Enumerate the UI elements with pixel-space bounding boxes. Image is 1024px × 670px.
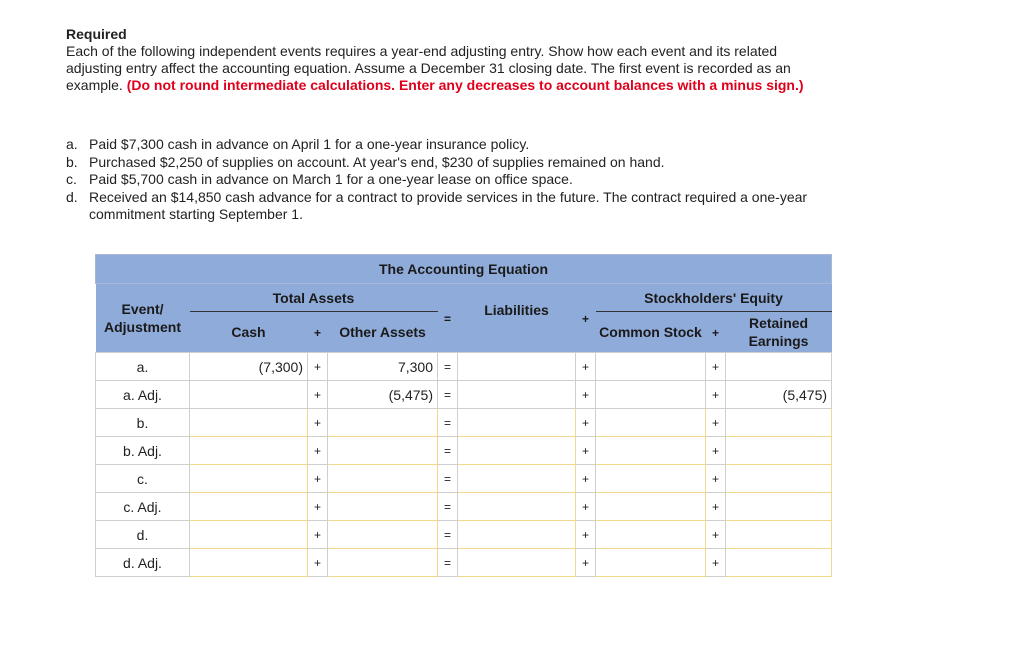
table-row: [96, 549, 832, 577]
retained-earnings-cell[interactable]: [726, 493, 832, 521]
liabilities-cell[interactable]: [458, 409, 576, 437]
event-text: Received an $14,850 cash advance for a contract to provide services in the future. The contract required a one-year commitment starting September 1.: [89, 188, 808, 222]
retained-earnings-cell: (5,475): [726, 381, 832, 409]
equals-sign: =: [438, 353, 458, 381]
event-label: d.: [96, 521, 190, 549]
plus-sign: +: [308, 353, 328, 381]
other-assets-cell[interactable]: [328, 437, 438, 465]
table-row: [96, 493, 832, 521]
liabilities-cell: [458, 381, 576, 409]
table-title: The Accounting Equation: [96, 255, 832, 284]
common-stock-cell: [596, 381, 706, 409]
common-stock-cell[interactable]: [596, 437, 706, 465]
event-list: [66, 136, 826, 224]
plus-sign: +: [576, 549, 596, 577]
plus-sign: +: [706, 409, 726, 437]
event-label: b. Adj.: [96, 437, 190, 465]
header-other-assets: Other Assets: [328, 312, 438, 353]
required-heading: Required: [66, 26, 127, 42]
common-stock-cell[interactable]: [596, 465, 706, 493]
table-row: [96, 353, 832, 381]
event-label: c. Adj.: [96, 493, 190, 521]
equals-sign: =: [438, 549, 458, 577]
table-row: [96, 409, 832, 437]
header-retained-earnings: Retained Earnings: [726, 312, 832, 353]
equals-sign: =: [438, 409, 458, 437]
equals-sign: =: [438, 493, 458, 521]
cash-cell[interactable]: [190, 465, 308, 493]
plus-sign: +: [706, 549, 726, 577]
plus-sign: +: [706, 465, 726, 493]
event-letter: d.: [66, 188, 78, 205]
plus-sign: +: [706, 353, 726, 381]
other-assets-cell[interactable]: [328, 493, 438, 521]
event-item: [66, 136, 826, 154]
plus-sign: +: [308, 493, 328, 521]
header-cash: Cash: [190, 312, 308, 353]
plus-sign: +: [706, 493, 726, 521]
other-assets-cell: 7,300: [328, 353, 438, 381]
common-stock-cell[interactable]: [596, 521, 706, 549]
table-row: [96, 381, 832, 409]
header-plus: +: [308, 312, 328, 353]
plus-sign: +: [576, 521, 596, 549]
event-text: Paid $5,700 cash in advance on March 1 for a one-year lease on office space.: [89, 171, 573, 187]
plus-sign: +: [706, 437, 726, 465]
common-stock-cell[interactable]: [596, 409, 706, 437]
plus-sign: +: [576, 409, 596, 437]
cash-cell: (7,300): [190, 353, 308, 381]
event-letter: b.: [66, 153, 78, 170]
event-letter: a.: [66, 136, 78, 152]
plus-sign: +: [576, 381, 596, 409]
retained-earnings-cell[interactable]: [726, 521, 832, 549]
header-plus: +: [576, 284, 596, 353]
common-stock-cell[interactable]: [596, 493, 706, 521]
plus-sign: +: [308, 381, 328, 409]
header-liabilities: Liabilities: [458, 284, 576, 353]
common-stock-cell: [596, 353, 706, 381]
event-label: b.: [96, 409, 190, 437]
cash-cell: [190, 381, 308, 409]
retained-earnings-cell[interactable]: [726, 437, 832, 465]
other-assets-cell[interactable]: [328, 521, 438, 549]
header-stockholders-equity: Stockholders' Equity: [596, 284, 832, 312]
event-text: Purchased $2,250 of supplies on account. At year's end, $230 of supplies remained on hand.: [89, 153, 665, 170]
cash-cell[interactable]: [190, 437, 308, 465]
plus-sign: +: [576, 493, 596, 521]
event-letter: c.: [66, 171, 77, 187]
other-assets-cell[interactable]: [328, 549, 438, 577]
event-item: [66, 189, 826, 224]
cash-cell[interactable]: [190, 521, 308, 549]
event-text: Paid $7,300 cash in advance on April 1 for a one-year insurance policy.: [89, 136, 530, 152]
cash-cell[interactable]: [190, 493, 308, 521]
liabilities-cell[interactable]: [458, 465, 576, 493]
table-row: [96, 521, 832, 549]
other-assets-cell: (5,475): [328, 381, 438, 409]
cash-cell[interactable]: [190, 549, 308, 577]
table-row: [96, 465, 832, 493]
retained-earnings-cell[interactable]: [726, 465, 832, 493]
event-label: a.: [96, 353, 190, 381]
header-common-stock: Common Stock: [596, 312, 706, 353]
header-event-adjustment: Event/ Adjustment: [96, 284, 190, 353]
instructions: [66, 26, 826, 94]
event-label: d. Adj.: [96, 549, 190, 577]
event-item: [66, 171, 826, 189]
event-label: c.: [96, 465, 190, 493]
header-total-assets: Total Assets: [190, 284, 438, 312]
liabilities-cell[interactable]: [458, 493, 576, 521]
liabilities-cell: [458, 353, 576, 381]
common-stock-cell[interactable]: [596, 549, 706, 577]
other-assets-cell[interactable]: [328, 409, 438, 437]
event-label: a. Adj.: [96, 381, 190, 409]
plus-sign: +: [706, 381, 726, 409]
table-row: [96, 437, 832, 465]
plus-sign: +: [576, 353, 596, 381]
cash-cell[interactable]: [190, 409, 308, 437]
retained-earnings-cell[interactable]: [726, 409, 832, 437]
equals-sign: =: [438, 381, 458, 409]
plus-sign: +: [308, 521, 328, 549]
instructions-red-note: (Do not round intermediate calculations. Enter any decreases to account balances with a minus sign.): [126, 77, 804, 93]
liabilities-cell[interactable]: [458, 549, 576, 577]
plus-sign: +: [308, 409, 328, 437]
header-plus: +: [706, 312, 726, 353]
plus-sign: +: [706, 521, 726, 549]
retained-earnings-cell: [726, 353, 832, 381]
plus-sign: +: [308, 437, 328, 465]
plus-sign: +: [308, 549, 328, 577]
plus-sign: +: [308, 465, 328, 493]
plus-sign: +: [576, 465, 596, 493]
other-assets-cell[interactable]: [328, 465, 438, 493]
equals-sign: =: [438, 465, 458, 493]
liabilities-cell[interactable]: [458, 521, 576, 549]
event-item: [66, 154, 826, 172]
liabilities-cell[interactable]: [458, 437, 576, 465]
accounting-equation-table: [95, 254, 832, 577]
equals-sign: =: [438, 521, 458, 549]
instructions-text: Each of the following independent events requires a year-end adjusting entry. Show how each event and its related adjusting entry affect the accounting equation. Assume a December 31 closing date. The first event is recorded as an example.: [66, 43, 791, 93]
plus-sign: +: [576, 437, 596, 465]
equals-sign: =: [438, 437, 458, 465]
retained-earnings-cell[interactable]: [726, 549, 832, 577]
header-equals: =: [438, 284, 458, 353]
